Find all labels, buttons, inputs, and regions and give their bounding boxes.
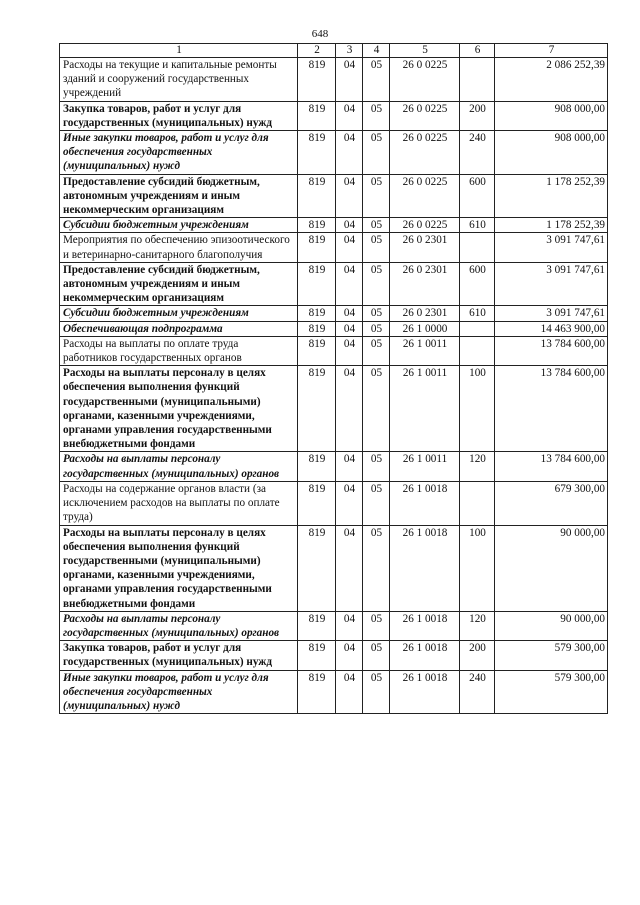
table-row (60, 262, 608, 306)
expense-type-code-cell (460, 481, 495, 525)
section-code-cell: 04 (336, 306, 363, 321)
table-row (60, 611, 608, 640)
section-code-cell: 04 (336, 101, 363, 130)
subsection-code-cell: 05 (363, 58, 390, 102)
expense-name-cell: Мероприятия по обеспечению эпизоотического и ветеринарно-санитарного благополучия (60, 233, 298, 262)
amount-cell: 2 086 252,39 (495, 58, 608, 102)
expense-type-code-cell: 600 (460, 262, 495, 306)
table-row (60, 321, 608, 336)
subsection-code-cell: 05 (363, 452, 390, 481)
ministry-code-cell: 819 (298, 336, 336, 365)
expense-name-cell: Расходы на текущие и капитальные ремонты зданий и сооружений государственных учреждений (60, 58, 298, 102)
section-code-cell: 04 (336, 262, 363, 306)
ministry-code-cell: 819 (298, 670, 336, 714)
ministry-code-cell: 819 (298, 262, 336, 306)
expense-name-cell: Предоставление субсидий бюджетным, автономным учреждениям и иным некоммерческим организациям (60, 262, 298, 306)
expense-name-cell: Иные закупки товаров, работ и услуг для обеспечения государственных (муниципальных) нужд (60, 670, 298, 714)
subsection-code-cell: 05 (363, 641, 390, 670)
subsection-code-cell: 05 (363, 525, 390, 611)
expense-type-code-cell: 100 (460, 525, 495, 611)
section-code-cell: 04 (336, 611, 363, 640)
section-code-cell: 04 (336, 233, 363, 262)
target-article-code-cell: 26 0 2301 (390, 306, 460, 321)
ministry-code-cell: 819 (298, 321, 336, 336)
expense-name-cell: Расходы на выплаты по оплате труда работников государственных органов (60, 336, 298, 365)
amount-cell: 3 091 747,61 (495, 233, 608, 262)
expense-type-code-cell: 120 (460, 452, 495, 481)
subsection-code-cell: 05 (363, 131, 390, 175)
column-header: 5 (390, 44, 460, 58)
ministry-code-cell: 819 (298, 366, 336, 452)
table-row (60, 670, 608, 714)
amount-cell: 1 178 252,39 (495, 218, 608, 233)
expense-type-code-cell (460, 233, 495, 262)
page-number: 648 (311, 28, 329, 40)
expense-type-code-cell: 610 (460, 306, 495, 321)
table-row (60, 174, 608, 218)
section-code-cell: 04 (336, 336, 363, 365)
expense-name-cell: Расходы на выплаты персоналу государственных (муниципальных) органов (60, 611, 298, 640)
expense-name-cell: Расходы на выплаты персоналу в целях обеспечения выполнения функций государственными (муниципальными) органами, казенными учреждениями, органами управления государственными внебюджетными фондами (60, 525, 298, 611)
column-header: 2 (298, 44, 336, 58)
table-row (60, 218, 608, 233)
budget-table (59, 43, 608, 714)
table-row (60, 58, 608, 102)
column-header: 6 (460, 44, 495, 58)
table-row (60, 452, 608, 481)
ministry-code-cell: 819 (298, 233, 336, 262)
target-article-code-cell: 26 1 0018 (390, 525, 460, 611)
table-row (60, 525, 608, 611)
amount-cell: 13 784 600,00 (495, 366, 608, 452)
expense-type-code-cell: 120 (460, 611, 495, 640)
subsection-code-cell: 05 (363, 174, 390, 218)
ministry-code-cell: 819 (298, 218, 336, 233)
target-article-code-cell: 26 1 0011 (390, 452, 460, 481)
header-row (60, 44, 608, 58)
ministry-code-cell: 819 (298, 481, 336, 525)
amount-cell: 3 091 747,61 (495, 262, 608, 306)
ministry-code-cell: 819 (298, 641, 336, 670)
amount-cell: 90 000,00 (495, 611, 608, 640)
amount-cell: 579 300,00 (495, 641, 608, 670)
expense-name-cell: Закупка товаров, работ и услуг для государственных (муниципальных) нужд (60, 101, 298, 130)
subsection-code-cell: 05 (363, 670, 390, 714)
expense-name-cell: Расходы на содержание органов власти (за исключением расходов на выплаты по оплате труда) (60, 481, 298, 525)
subsection-code-cell: 05 (363, 306, 390, 321)
expense-name-cell: Субсидии бюджетным учреждениям (60, 306, 298, 321)
subsection-code-cell: 05 (363, 321, 390, 336)
expense-type-code-cell: 100 (460, 366, 495, 452)
subsection-code-cell: 05 (363, 233, 390, 262)
subsection-code-cell: 05 (363, 336, 390, 365)
expense-name-cell: Иные закупки товаров, работ и услуг для обеспечения государственных (муниципальных) нужд (60, 131, 298, 175)
table-row (60, 481, 608, 525)
amount-cell: 13 784 600,00 (495, 336, 608, 365)
target-article-code-cell: 26 0 2301 (390, 262, 460, 306)
amount-cell: 3 091 747,61 (495, 306, 608, 321)
ministry-code-cell: 819 (298, 611, 336, 640)
column-header: 3 (336, 44, 363, 58)
expense-type-code-cell: 240 (460, 131, 495, 175)
expense-name-cell: Закупка товаров, работ и услуг для государственных (муниципальных) нужд (60, 641, 298, 670)
target-article-code-cell: 26 1 0018 (390, 670, 460, 714)
table-row (60, 233, 608, 262)
amount-cell: 1 178 252,39 (495, 174, 608, 218)
expense-name-cell: Расходы на выплаты персоналу в целях обеспечения выполнения функций государственными (муниципальными) органами, казенными учреждениями, органами управления государственными внебюджетными фондами (60, 366, 298, 452)
section-code-cell: 04 (336, 525, 363, 611)
expense-type-code-cell: 600 (460, 174, 495, 218)
subsection-code-cell: 05 (363, 611, 390, 640)
amount-cell: 14 463 900,00 (495, 321, 608, 336)
subsection-code-cell: 05 (363, 262, 390, 306)
table-row (60, 641, 608, 670)
target-article-code-cell: 26 1 0000 (390, 321, 460, 336)
amount-cell: 908 000,00 (495, 131, 608, 175)
table-row (60, 101, 608, 130)
amount-cell: 908 000,00 (495, 101, 608, 130)
section-code-cell: 04 (336, 641, 363, 670)
expense-type-code-cell (460, 58, 495, 102)
target-article-code-cell: 26 1 0018 (390, 481, 460, 525)
amount-cell: 679 300,00 (495, 481, 608, 525)
expense-type-code-cell: 200 (460, 641, 495, 670)
section-code-cell: 04 (336, 174, 363, 218)
target-article-code-cell: 26 0 0225 (390, 131, 460, 175)
section-code-cell: 04 (336, 218, 363, 233)
expense-name-cell: Расходы на выплаты персоналу государственных (муниципальных) органов (60, 452, 298, 481)
ministry-code-cell: 819 (298, 452, 336, 481)
subsection-code-cell: 05 (363, 101, 390, 130)
section-code-cell: 04 (336, 670, 363, 714)
table-row (60, 131, 608, 175)
section-code-cell: 04 (336, 58, 363, 102)
table-row (60, 366, 608, 452)
target-article-code-cell: 26 0 0225 (390, 174, 460, 218)
expense-type-code-cell: 610 (460, 218, 495, 233)
table-row (60, 336, 608, 365)
section-code-cell: 04 (336, 131, 363, 175)
target-article-code-cell: 26 1 0018 (390, 611, 460, 640)
target-article-code-cell: 26 0 0225 (390, 218, 460, 233)
expense-type-code-cell: 240 (460, 670, 495, 714)
expense-name-cell: Предоставление субсидий бюджетным, автономным учреждениям и иным некоммерческим организациям (60, 174, 298, 218)
column-header: 4 (363, 44, 390, 58)
target-article-code-cell: 26 1 0011 (390, 366, 460, 452)
ministry-code-cell: 819 (298, 101, 336, 130)
ministry-code-cell: 819 (298, 174, 336, 218)
subsection-code-cell: 05 (363, 366, 390, 452)
expense-type-code-cell (460, 321, 495, 336)
target-article-code-cell: 26 1 0018 (390, 641, 460, 670)
amount-cell: 90 000,00 (495, 525, 608, 611)
subsection-code-cell: 05 (363, 481, 390, 525)
amount-cell: 13 784 600,00 (495, 452, 608, 481)
table-row (60, 306, 608, 321)
section-code-cell: 04 (336, 452, 363, 481)
ministry-code-cell: 819 (298, 525, 336, 611)
target-article-code-cell: 26 0 0225 (390, 101, 460, 130)
section-code-cell: 04 (336, 321, 363, 336)
target-article-code-cell: 26 1 0011 (390, 336, 460, 365)
target-article-code-cell: 26 0 0225 (390, 58, 460, 102)
expense-type-code-cell: 200 (460, 101, 495, 130)
ministry-code-cell: 819 (298, 306, 336, 321)
amount-cell: 579 300,00 (495, 670, 608, 714)
expense-type-code-cell (460, 336, 495, 365)
column-header: 1 (60, 44, 298, 58)
section-code-cell: 04 (336, 481, 363, 525)
ministry-code-cell: 819 (298, 58, 336, 102)
subsection-code-cell: 05 (363, 218, 390, 233)
column-header: 7 (495, 44, 608, 58)
expense-name-cell: Обеспечивающая подпрограмма (60, 321, 298, 336)
target-article-code-cell: 26 0 2301 (390, 233, 460, 262)
ministry-code-cell: 819 (298, 131, 336, 175)
expense-name-cell: Субсидии бюджетным учреждениям (60, 218, 298, 233)
section-code-cell: 04 (336, 366, 363, 452)
